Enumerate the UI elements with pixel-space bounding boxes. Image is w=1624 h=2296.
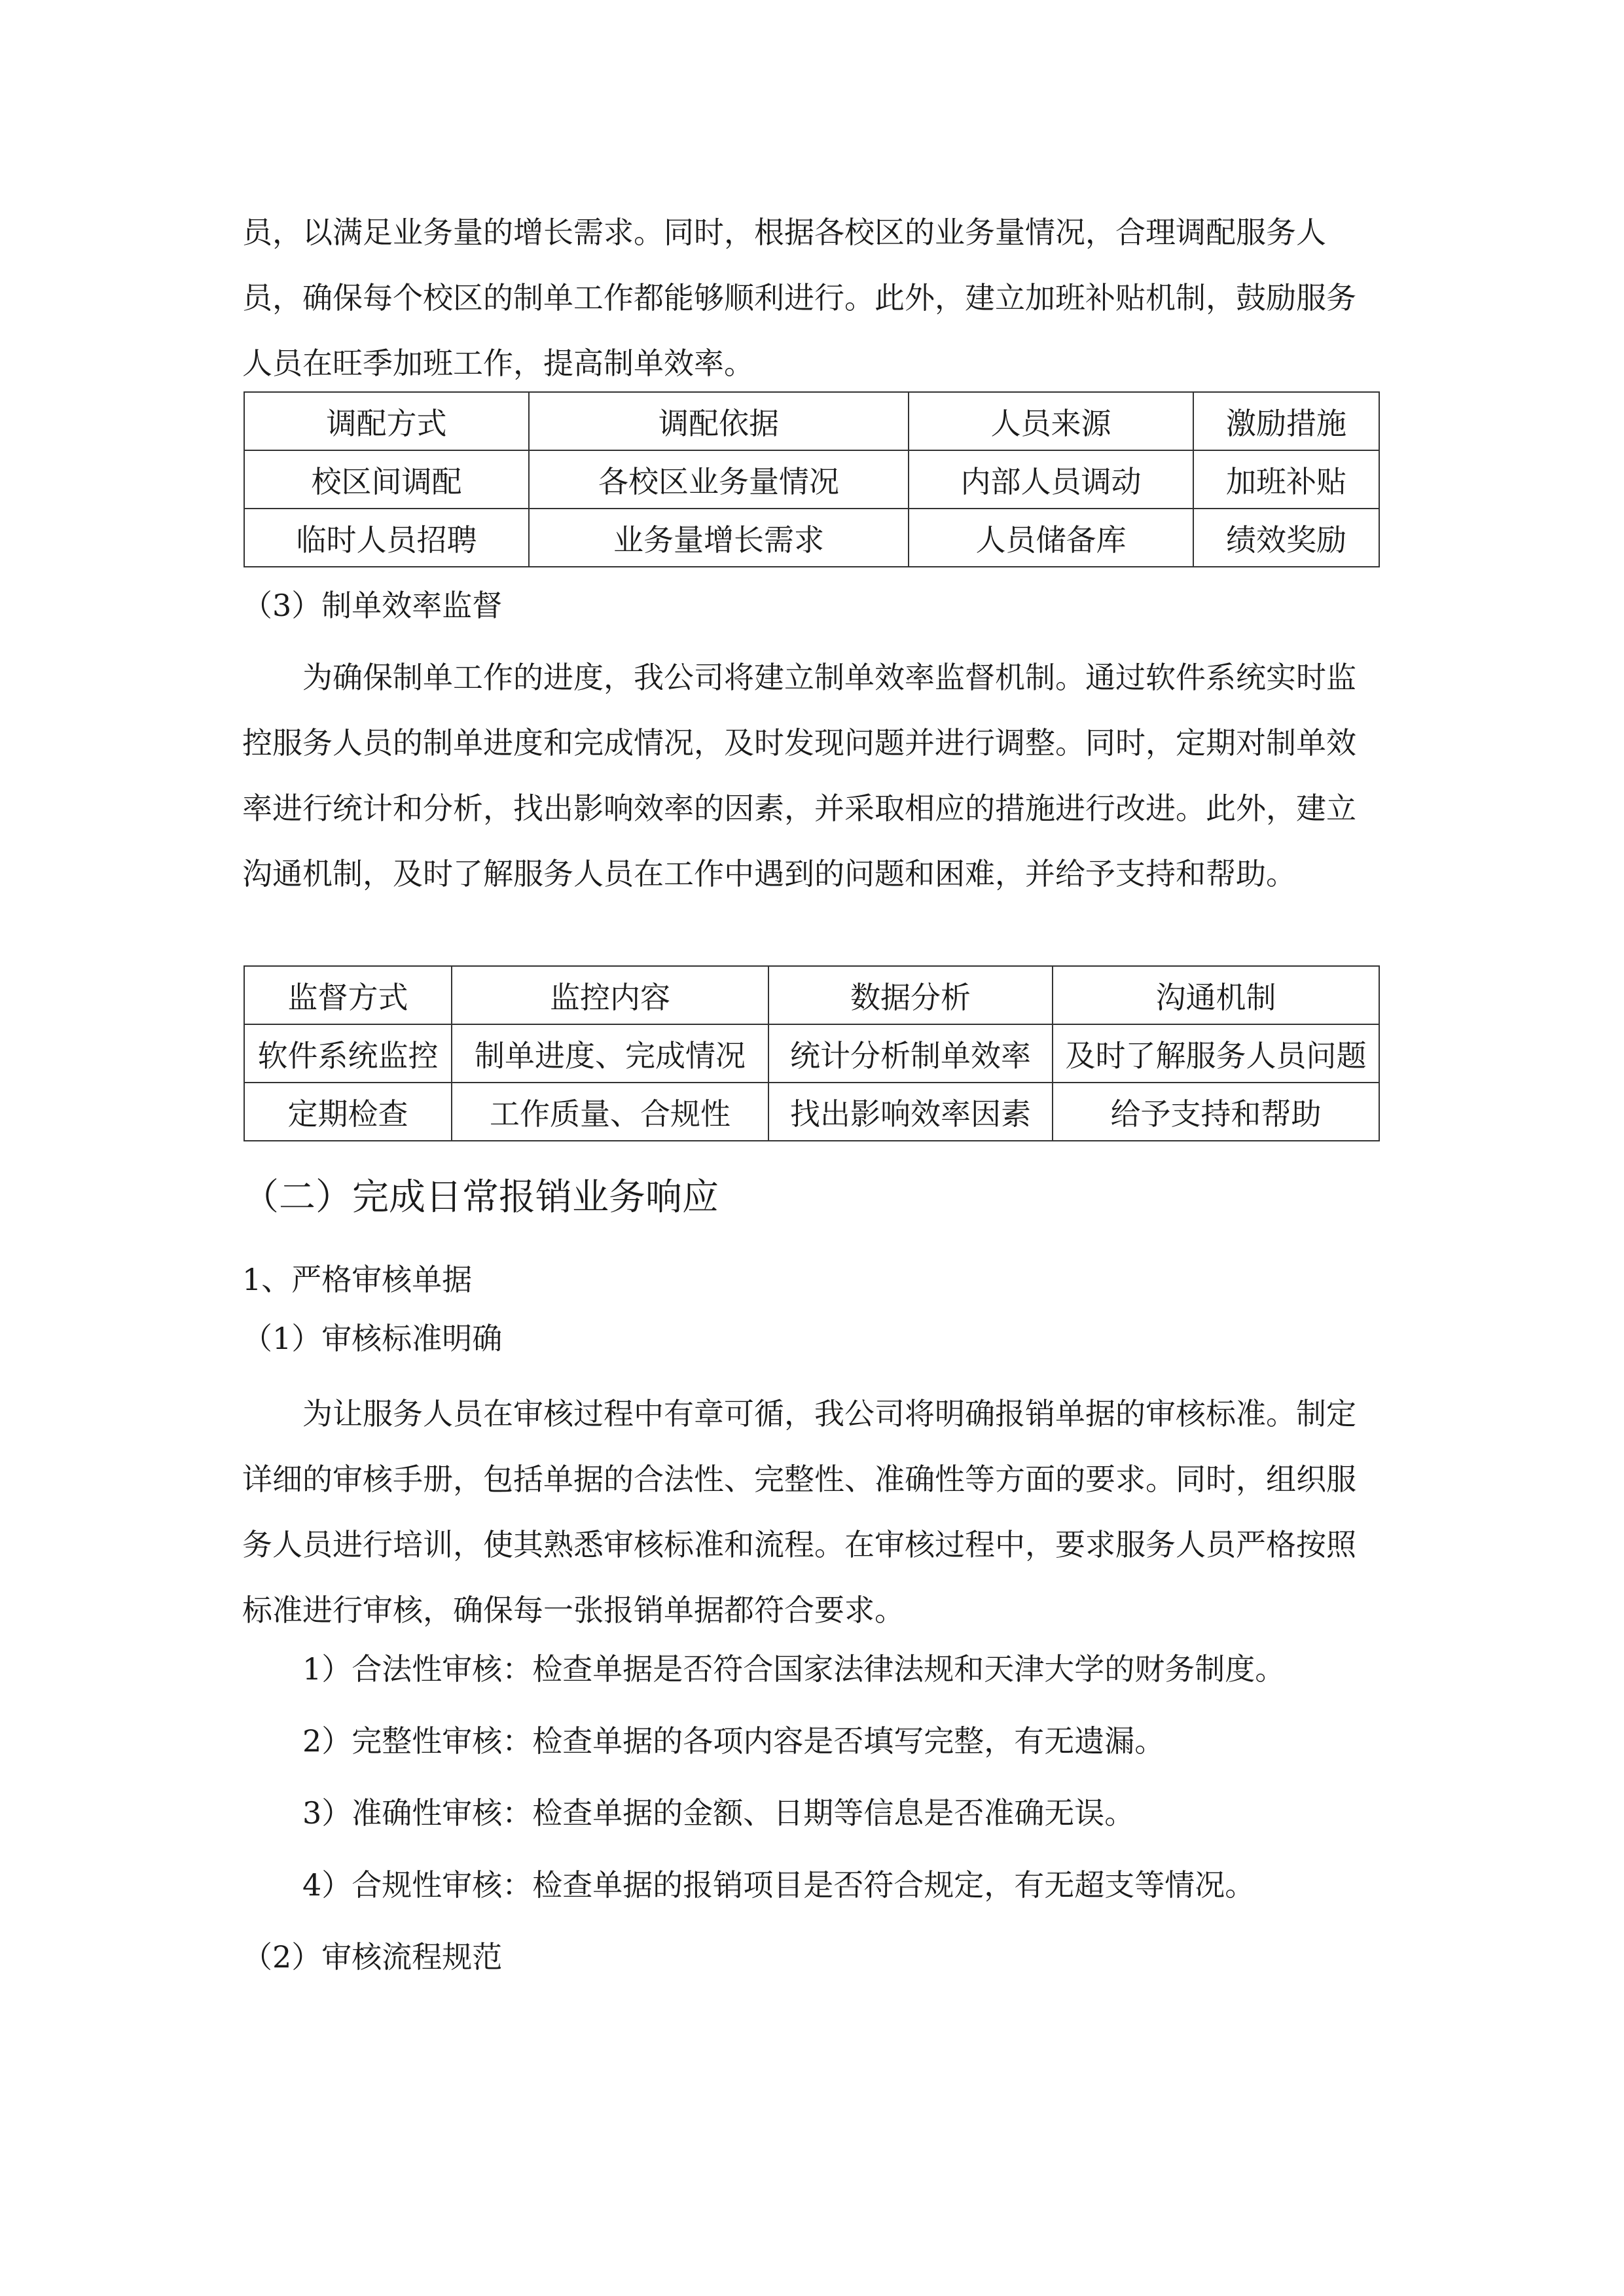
table-cell: 人员储备库 bbox=[909, 509, 1193, 567]
sub-heading-1: 1、严格审核单据 bbox=[242, 1262, 473, 1297]
table-cell: 及时了解服务人员问题 bbox=[1053, 1024, 1379, 1083]
item-2-heading: （2）审核流程规范 bbox=[242, 1939, 503, 1975]
check-item-completeness: 2）完整性审核：检查单据的各项内容是否填写完整，有无遗漏。 bbox=[302, 1723, 1165, 1759]
item-1-heading: （1）审核标准明确 bbox=[242, 1321, 503, 1356]
table-header-cell: 监控内容 bbox=[452, 966, 768, 1024]
table-cell: 找出影响效率因素 bbox=[768, 1083, 1053, 1141]
check-item-compliance: 4）合规性审核：检查单据的报销项目是否符合规定，有无超支等情况。 bbox=[302, 1867, 1255, 1903]
table-header-cell: 监督方式 bbox=[244, 966, 452, 1024]
chapter-heading: （二）完成日常报销业务响应 bbox=[242, 1176, 719, 1219]
table-cell: 制单进度、完成情况 bbox=[452, 1024, 768, 1083]
table-cell: 加班补贴 bbox=[1193, 450, 1379, 509]
table-row bbox=[244, 1083, 1379, 1141]
intro-paragraph: 员，以满足业务量的增长需求。同时，根据各校区的业务量情况，合理调配服务人员，确保每个校区的制单工作都能够顺利进行。此外，建立加班补贴机制，鼓励服务人员在旺季加班工作，提高制单效率。 bbox=[242, 215, 1356, 381]
table-cell: 各校区业务量情况 bbox=[529, 450, 909, 509]
table-header-cell: 沟通机制 bbox=[1053, 966, 1379, 1024]
table-header-cell: 人员来源 bbox=[909, 392, 1193, 450]
table-cell: 校区间调配 bbox=[244, 450, 529, 509]
table-header-cell: 激励措施 bbox=[1193, 392, 1379, 450]
section-3-heading: （3）制单效率监督 bbox=[242, 588, 503, 623]
table-cell: 给予支持和帮助 bbox=[1053, 1083, 1379, 1141]
item-1-paragraph: 为让服务人员在审核过程中有章可循，我公司将明确报销单据的审核标准。制定详细的审核手册，包括单据的合法性、完整性、准确性等方面的要求。同时，组织服务人员进行培训，使其熟悉审核标准和流程。在审核过程中，要求服务人员严格按照标准进行审核，确保每一张报销单据都符合要求。 bbox=[242, 1396, 1356, 1628]
table-cell: 工作质量、合规性 bbox=[452, 1083, 768, 1141]
table-header-row bbox=[244, 392, 1379, 450]
check-item-accuracy: 3）准确性审核：检查单据的金额、日期等信息是否准确无误。 bbox=[302, 1795, 1135, 1831]
section-3-paragraph: 为确保制单工作的进度，我公司将建立制单效率监督机制。通过软件系统实时监控服务人员的制单进度和完成情况，及时发现问题并进行调整。同时，定期对制单效率进行统计和分析，找出影响效率的因素，并采取相应的措施进行改进。此外，建立沟通机制，及时了解服务人员在工作中遇到的问题和困难，并给予支持和帮助。 bbox=[242, 660, 1356, 891]
table-cell: 软件系统监控 bbox=[244, 1024, 452, 1083]
table-cell: 业务量增长需求 bbox=[529, 509, 909, 567]
staff-allocation-table bbox=[244, 391, 1380, 567]
check-item-legality: 1）合法性审核：检查单据是否符合国家法律法规和天津大学的财务制度。 bbox=[302, 1651, 1286, 1687]
efficiency-supervision-table bbox=[244, 965, 1380, 1141]
table-cell: 定期检查 bbox=[244, 1083, 452, 1141]
table-header-cell: 调配方式 bbox=[244, 392, 529, 450]
table-cell: 内部人员调动 bbox=[909, 450, 1193, 509]
table-cell: 绩效奖励 bbox=[1193, 509, 1379, 567]
table-header-row bbox=[244, 966, 1379, 1024]
table-row bbox=[244, 450, 1379, 509]
table-cell: 临时人员招聘 bbox=[244, 509, 529, 567]
table-header-cell: 调配依据 bbox=[529, 392, 909, 450]
table-cell: 统计分析制单效率 bbox=[768, 1024, 1053, 1083]
table-row bbox=[244, 509, 1379, 567]
table-row bbox=[244, 1024, 1379, 1083]
table-header-cell: 数据分析 bbox=[768, 966, 1053, 1024]
